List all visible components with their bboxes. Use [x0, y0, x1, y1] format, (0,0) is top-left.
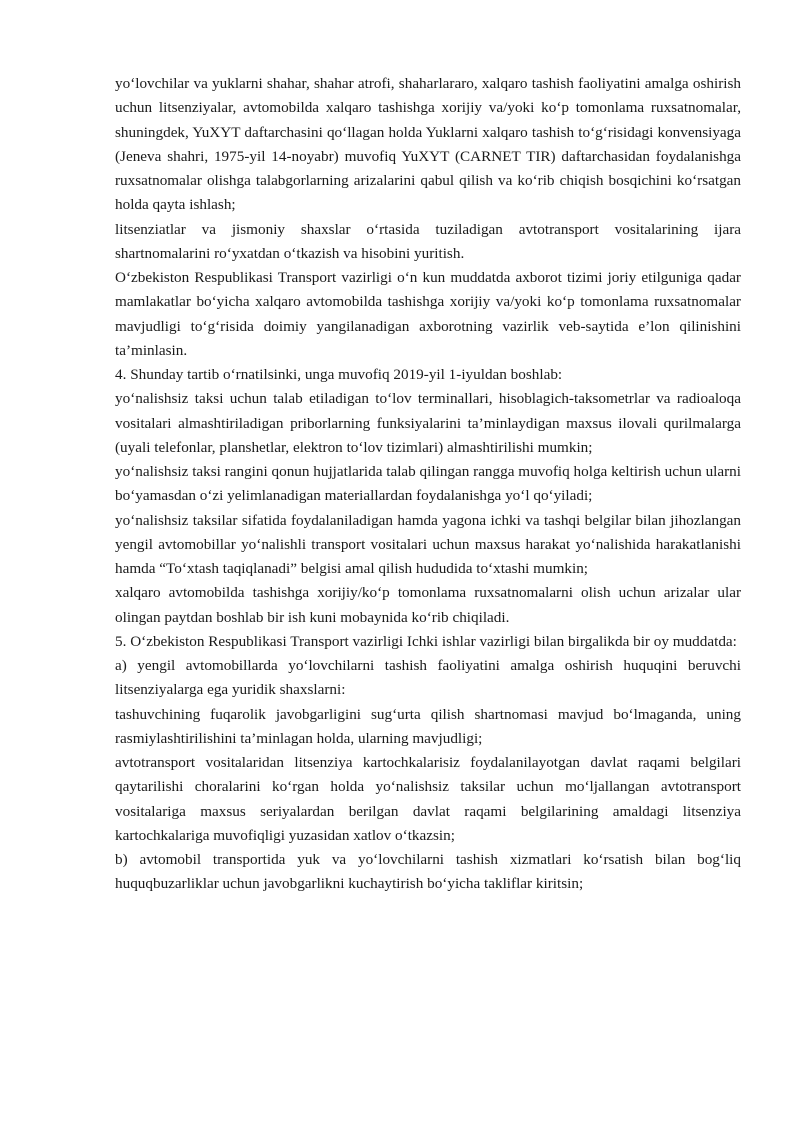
paragraph-taxi-lanes: yo‘nalishsiz taksilar sifatida foydalaniladigan hamda yagona ichki va tashqi belgilar bilan jihozlangan yengil avtomobillar yo‘nalishli transport vositalari uchun maxsus harakat yo‘nalishida harakatlanishi hamda “To‘xtash taqiqlanadi” belgisi amal qilish hududida to‘xtashi mumkin; [115, 511, 741, 577]
paragraph-insurance: tashuvchining fuqarolik javobgarligini sug‘urta qilish shartnomasi mavjud bo‘lmaganda, uning rasmiylashtirilishini ta’minlagan holda, ularning mavjudligi; [115, 705, 741, 747]
paragraph-permit-review: xalqaro avtomobilda tashishga xorijiy/ko‘p tomonlama ruxsatnomalarni olish uchun arizalar ular olingan paytdan boshlab bir ish kuni mobaynida ko‘rib chiqiladi. [115, 584, 741, 626]
paragraph-plate-inventory: avtotransport vositalaridan litsenziya kartochkalarisiz foydalanilayotgan davlat raqami belgilari qaytarilishi choralarini ko‘rgan holda yo‘nalishsiz taksilar uchun mo‘ljallangan avtotransport vositalariga maxsus seriyalardan berilgan davlat raqami belgilarining amaldagi litsenziya kartochkalariga muvofiqligi yuzasidan xatlov o‘tkazsin; [115, 754, 741, 844]
paragraph-taxi-devices: yo‘nalishsiz taksi uchun talab etiladigan to‘lov terminallari, hisoblagich-taksometrlar va radioaloqa vositalari almashtiriladigan priborlarning funksiyalarini ta’minlaydigan maxsus ilovali qurilmalarga (uyali telefonlar, planshetlar, elektron to‘lov tizimlari) almashtirilishi mumkin; [115, 390, 741, 456]
paragraph-taxi-color: yo‘nalishsiz taksi rangini qonun hujjatlarida talab qilingan rangga muvofiq holga keltirish uchun ularni bo‘yamasdan o‘zi yelimlanadigan materiallardan foydalanishga yo‘l qo‘yiladi; [115, 463, 741, 505]
paragraph-lease-registration: litsenziatlar va jismoniy shaxslar o‘rtasida tuziladigan avtotransport vositalarining ijara shartnomalarini ro‘yxatdan o‘tkazish va hisobini yuritish. [115, 220, 741, 262]
paragraph-ministry-publication: O‘zbekiston Respublikasi Transport vazirligi o‘n kun muddatda axborot tizimi joriy etilguniga qadar mamlakatlar bo‘yicha xalqaro avtomobilda tashishga xorijiy va/yoki ko‘p tomonlama ruxsatnomalar mavjudligi to‘g‘risida doimiy yangilanadigan axborotning vazirlik veb-saytida e’lon qilinishini ta’minlasin. [115, 269, 741, 359]
paragraph-section-4-heading: 4. Shunday tartib o‘rnatilsinki, unga muvofiq 2019-yil 1-iyuldan boshlab: [115, 366, 563, 383]
paragraph-item-b: b) avtomobil transportida yuk va yo‘lovchilarni tashish xizmatlari ko‘rsatish bilan bog‘liq huquqbuzarliklar uchun javobgarlikni kuchaytirish bo‘yicha takliflar kiritsin; [115, 851, 741, 893]
document-body [115, 72, 741, 897]
paragraph-licensing-applications: yo‘lovchilar va yuklarni shahar, shahar atrofi, shaharlararo, xalqaro tashish faoliyatini amalga oshirish uchun litsenziyalar, avtomobilda xalqaro tashishga xorijiy va/yoki ko‘p tomonlama ruxsatnomalar, shuningdek, YuXYT daftarchasini qo‘llagan holda Yuklarni xalqaro tashish to‘g‘risidagi konvensiyaga (Jeneva shahri, 1975-yil 14-noyabr) muvofiq YuXYT (CARNET TIR) daftarchasidan foydalanishga ruxsatnomalar olishga talabgorlarning arizalarini qabul qilish va ko‘rib chiqish bosqichini ko‘rsatgan holda qayta ishlash; [115, 75, 741, 214]
paragraph-section-5-heading: 5. O‘zbekiston Respublikasi Transport vazirligi Ichki ishlar vazirligi bilan birgalikda bir oy muddatda: [115, 632, 737, 650]
paragraph-item-a: a) yengil avtomobillarda yo‘lovchilarni tashish faoliyatini amalga oshirish huquqini beruvchi litsenziyalarga ega yuridik shaxslarni: [115, 657, 741, 699]
